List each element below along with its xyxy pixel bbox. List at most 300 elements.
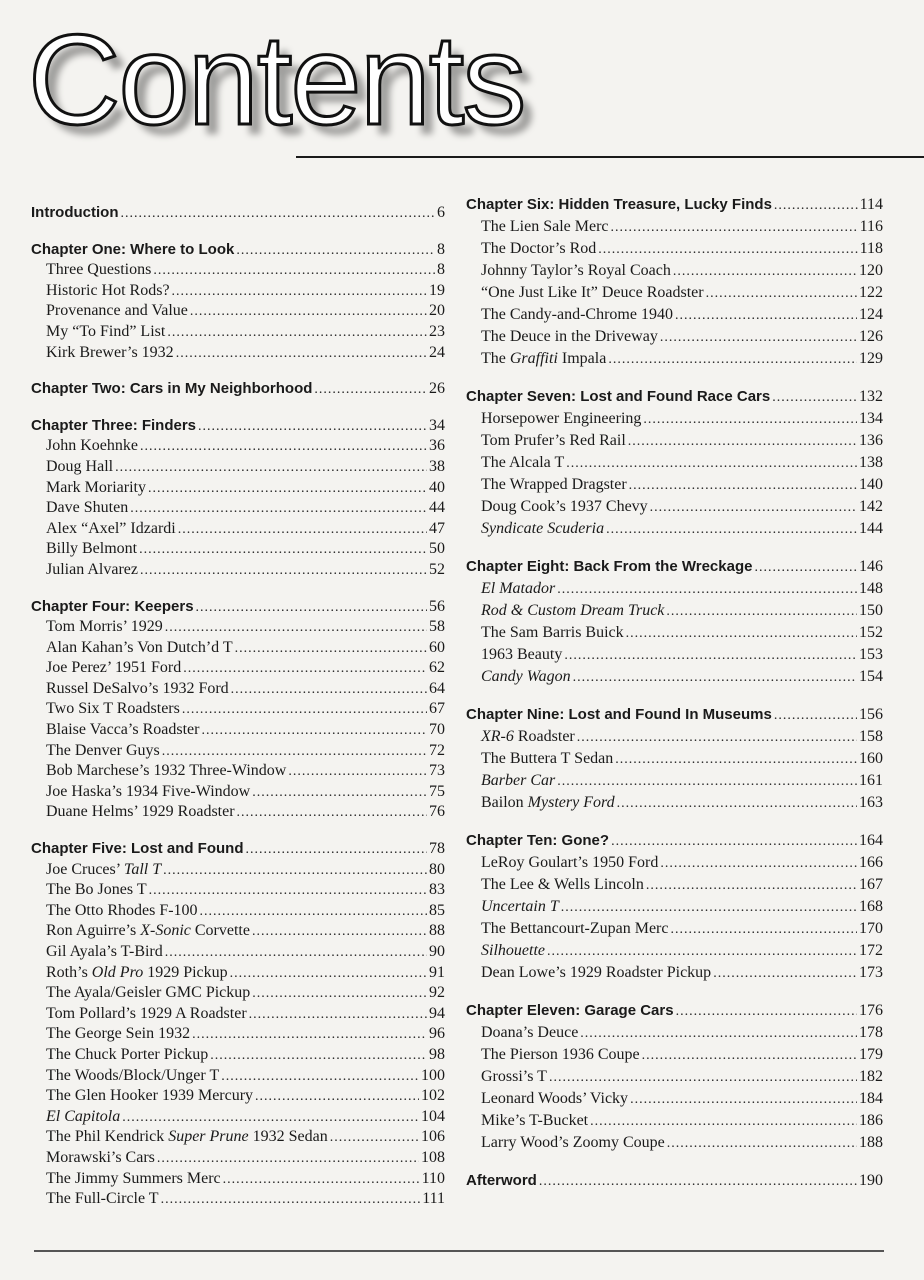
toc-entry: [31, 761, 445, 782]
toc-section-introduction: [31, 203, 445, 224]
dot-leader: [235, 639, 427, 660]
toc-entry: [31, 343, 445, 364]
dot-leader: [201, 721, 427, 742]
dot-leader: [249, 1005, 427, 1026]
chapter-title: Introduction: [31, 204, 119, 221]
entry-title: [481, 770, 555, 792]
toc-entry: [466, 1066, 883, 1088]
title-rule: [296, 156, 924, 158]
entry-title-suffix: 1929 Pickup: [143, 963, 228, 981]
dot-leader: [172, 282, 427, 303]
entry-title: [46, 638, 233, 659]
entry-title: [481, 304, 673, 326]
dot-leader: [561, 897, 857, 919]
page-number: 144: [859, 520, 883, 537]
toc-section-chapter-ten-gone: [466, 830, 883, 984]
toc-entry: [31, 1024, 445, 1045]
dot-leader: [230, 964, 427, 985]
dot-leader: [183, 659, 427, 680]
entry-title: [46, 322, 165, 343]
entry-title-text: Dave Shuten: [46, 499, 129, 517]
page-number: 163: [859, 794, 883, 811]
entry-title: [46, 658, 181, 679]
entry-title-text: Leonard Woods’ Vicky: [481, 1090, 629, 1107]
entry-title-text: The Sam Barris Buick: [481, 624, 624, 641]
page-number: 124: [859, 306, 883, 323]
toc-chapter-heading: [466, 194, 883, 216]
toc-entry: [466, 852, 883, 874]
toc-entry: [466, 874, 883, 896]
toc-entry: [31, 880, 445, 901]
entry-title: [481, 1044, 640, 1066]
toc-entry: [31, 782, 445, 803]
entry-title: [46, 1189, 159, 1210]
toc-section-afterword: [466, 1170, 883, 1192]
toc-entry: [466, 578, 883, 600]
dot-leader: [246, 840, 428, 861]
entry-title-text: Alex “Axel” Idzardi: [46, 519, 176, 537]
page-number: 150: [859, 602, 883, 619]
entry-title-text: Tom Prufer’s Red Rail: [481, 432, 626, 449]
entry-title-text: The Denver Guys: [46, 741, 160, 759]
toc-chapter-heading: [466, 386, 883, 408]
toc-entry: [466, 304, 883, 326]
dot-leader: [178, 520, 427, 541]
page-number: 62: [429, 659, 445, 677]
entry-title-text: The Glen Hooker 1939 Mercury: [46, 1087, 254, 1105]
chapter-title: Chapter Five: Lost and Found: [31, 840, 244, 858]
dot-leader: [706, 283, 857, 305]
entry-title-text: Tom Morris’ 1929: [46, 618, 163, 636]
page-number: 108: [421, 1148, 445, 1166]
toc-entry: [31, 1169, 445, 1190]
dot-leader: [539, 1171, 857, 1193]
dot-leader: [163, 861, 427, 882]
entry-title-text: The Deuce in the Driveway: [481, 328, 658, 345]
entry-title: [481, 726, 575, 748]
page-number: 138: [859, 454, 883, 471]
toc-entry: [31, 802, 445, 823]
entry-title-text: Mike’s T-Bucket: [481, 1112, 589, 1129]
chapter-title: Chapter One: Where to Look: [31, 240, 235, 258]
chapter-title: Chapter Nine: Lost and Found In Museums: [466, 706, 772, 723]
entry-title: [46, 860, 161, 881]
entry-title-italic: Tall T: [123, 860, 162, 878]
page-number: 158: [859, 728, 883, 745]
dot-leader: [774, 195, 858, 217]
entry-title: [481, 666, 571, 688]
entry-title-italic: Old Pro: [91, 963, 144, 981]
entry-title: [481, 622, 624, 644]
dot-leader: [161, 1190, 421, 1211]
page-number: 20: [429, 302, 445, 320]
chapter-title: Afterword: [466, 1172, 537, 1189]
page-number: 72: [429, 741, 445, 759]
entry-title: [46, 1107, 120, 1128]
page-number: 36: [429, 437, 445, 455]
page-number: 161: [859, 772, 883, 789]
toc-chapter-heading: [31, 416, 445, 437]
page-number: 100: [421, 1066, 445, 1084]
page-number: 111: [422, 1190, 445, 1208]
page-number: 136: [859, 432, 883, 449]
entry-title-italic: Syndicate Scuderia: [481, 520, 605, 537]
page-number: 160: [859, 750, 883, 767]
toc-entry: [31, 281, 445, 302]
dot-leader: [754, 557, 857, 579]
dot-leader: [221, 1067, 419, 1088]
toc-chapter-heading: [31, 240, 445, 261]
entry-title-text: Gil Ayala’s T-Bird: [46, 943, 163, 960]
page-number: 122: [859, 284, 883, 301]
toc-section-chapter-eight-back-from-the-wreckage: [466, 556, 883, 688]
page-number: 8: [437, 240, 445, 258]
toc-entry: [31, 679, 445, 700]
toc-entry: [466, 348, 883, 370]
toc-chapter-heading: [31, 379, 445, 400]
page-number: 75: [429, 782, 445, 800]
page-number: 34: [429, 416, 445, 434]
entry-title-text: The Jimmy Summers Merc: [46, 1169, 221, 1187]
page-number: 67: [429, 700, 445, 718]
entry-title: [46, 1004, 247, 1025]
toc-right-column: [466, 194, 883, 1208]
dot-leader: [223, 1170, 420, 1191]
entry-title: [481, 518, 604, 540]
dot-leader: [608, 349, 857, 371]
entry-title: [481, 792, 615, 814]
entry-title: [46, 983, 250, 1004]
toc-chapter-heading: [466, 1000, 883, 1022]
dot-leader: [573, 667, 857, 689]
entry-title-suffix: Roadster: [513, 728, 575, 745]
toc-entry: [31, 1107, 445, 1128]
entry-title: [46, 963, 228, 984]
page-number: 167: [859, 876, 883, 893]
dot-leader: [642, 1045, 857, 1067]
toc-section-chapter-two-cars-in-my-neighborhood: [31, 379, 445, 400]
entry-title-text: Tom Pollard’s 1929 A Roadster: [46, 1004, 247, 1022]
toc-entry: [31, 942, 445, 963]
dot-leader: [153, 261, 435, 282]
toc-entry: [466, 792, 883, 814]
entry-title-text: Two Six T Roadsters: [46, 700, 180, 718]
entry-title-text: The Phil Kendrick: [46, 1128, 169, 1146]
page-number: 120: [859, 262, 883, 279]
toc-entry: [466, 748, 883, 770]
page-number: 19: [429, 281, 445, 299]
entry-title: [481, 216, 609, 238]
toc-entry: [466, 644, 883, 666]
entry-title: [46, 921, 250, 942]
entry-title: [46, 617, 163, 638]
entry-title: [46, 519, 176, 540]
dot-leader: [629, 475, 857, 497]
page-number: 170: [859, 920, 883, 937]
dot-leader: [676, 1001, 857, 1023]
dot-leader: [611, 217, 858, 239]
entry-title-text: The Wrapped Dragster: [481, 476, 627, 493]
page-number: 140: [859, 476, 883, 493]
dot-leader: [314, 380, 427, 401]
dot-leader: [666, 601, 857, 623]
entry-title: [481, 1088, 628, 1110]
toc-chapter-heading: [466, 1170, 883, 1192]
entry-title: [46, 942, 163, 963]
chapter-title: Chapter Eight: Back From the Wreckage: [466, 558, 753, 575]
page-number: 44: [429, 499, 445, 517]
entry-title-text: Bob Marchese’s 1932 Three-Window: [46, 762, 287, 780]
entry-title-text: The Bettancourt-Zupan Merc: [481, 920, 669, 937]
toc-entry: [31, 638, 445, 659]
entry-title: [46, 260, 151, 281]
page-number: 96: [429, 1025, 445, 1043]
dot-leader: [236, 241, 435, 262]
entry-title: [46, 560, 138, 581]
entry-title-text: The Otto Rhodes F-100: [46, 901, 198, 919]
entry-title-text: Historic Hot Rods?: [46, 281, 170, 299]
entry-title-italic: El Matador: [481, 580, 556, 597]
page-number: 179: [859, 1046, 883, 1063]
entry-title: [481, 644, 562, 666]
toc-entry: [466, 518, 883, 540]
page-number: 182: [859, 1068, 883, 1085]
page-number: 188: [859, 1134, 883, 1151]
entry-title: [481, 1022, 578, 1044]
entry-title: [481, 474, 627, 496]
page-number: 102: [421, 1087, 445, 1105]
page-number: 118: [859, 240, 883, 257]
dot-leader: [130, 499, 427, 520]
dot-leader: [200, 902, 427, 923]
entry-title-text: Joe Haska’s 1934 Five-Window: [46, 782, 251, 800]
dot-leader: [626, 623, 857, 645]
dot-leader: [628, 431, 857, 453]
toc-section-chapter-eleven-garage-cars: [466, 1000, 883, 1154]
entry-title: [46, 741, 160, 762]
dot-leader: [157, 1149, 419, 1170]
dot-leader: [557, 579, 857, 601]
entry-title-italic: Graffiti: [509, 350, 558, 367]
page-number: 186: [859, 1112, 883, 1129]
entry-title-text: Russel DeSalvo’s 1932 Ford: [46, 679, 229, 697]
entry-title-italic: Candy Wagon: [481, 668, 571, 685]
toc-entry: [31, 1045, 445, 1066]
entry-title: [46, 1066, 219, 1087]
page-number: 190: [859, 1172, 883, 1189]
dot-leader: [643, 409, 857, 431]
page-number: 90: [429, 943, 445, 960]
dot-leader: [660, 327, 857, 349]
page-number: 58: [429, 618, 445, 636]
entry-title: [481, 430, 626, 452]
page-number: 129: [859, 350, 883, 367]
page-number: 24: [429, 343, 445, 361]
page-number: 76: [429, 803, 445, 821]
toc-entry: [31, 301, 445, 322]
toc-entry: [466, 1132, 883, 1154]
toc-section-chapter-five-lost-and-found: [31, 839, 445, 1210]
entry-title-text: The: [481, 350, 510, 367]
entry-title-text: Kirk Brewer’s 1932: [46, 343, 174, 361]
entry-title-text: “One Just Like It” Deuce Roadster: [481, 284, 704, 301]
entry-title-italic: X-Sonic: [140, 922, 191, 940]
entry-title: [46, 539, 137, 560]
dot-leader: [288, 762, 427, 783]
page-number: 173: [859, 964, 883, 981]
dot-leader: [580, 1023, 857, 1045]
page-number: 168: [859, 898, 883, 915]
entry-title: [46, 1024, 190, 1045]
entry-title-italic: Uncertain T: [481, 898, 559, 915]
entry-title: [481, 852, 658, 874]
toc-entry: [466, 430, 883, 452]
page-number: 164: [859, 832, 883, 849]
entry-title-text: The Ayala/Geisler GMC Pickup: [46, 984, 251, 1002]
dot-leader: [231, 680, 427, 701]
toc-entry: [31, 921, 445, 942]
chapter-title: Chapter Four: Keepers: [31, 597, 194, 615]
toc-entry: [31, 658, 445, 679]
page-number: 8: [437, 261, 445, 279]
page-number: 142: [859, 498, 883, 515]
page-number: 156: [859, 706, 883, 723]
page-number: 134: [859, 410, 883, 427]
entry-title: [481, 238, 596, 260]
entry-title: [46, 761, 286, 782]
dot-leader: [252, 783, 427, 804]
toc-entry: [466, 216, 883, 238]
entry-title: [46, 498, 128, 519]
entry-title: [46, 1045, 208, 1066]
dot-leader: [590, 1111, 857, 1133]
entry-title: [481, 452, 564, 474]
page-number: 114: [859, 196, 883, 213]
page-number: 83: [429, 881, 445, 899]
entry-title: [46, 1148, 155, 1169]
entry-title: [46, 679, 229, 700]
entry-title: [481, 1110, 588, 1132]
dot-leader: [252, 984, 427, 1005]
toc-entry: [466, 326, 883, 348]
toc-entry: [466, 918, 883, 940]
dot-leader: [772, 387, 857, 409]
chapter-title: Chapter Two: Cars in My Neighborhood: [31, 380, 313, 398]
toc-entry: [31, 436, 445, 457]
toc-entry: [466, 962, 883, 984]
dot-leader: [557, 771, 857, 793]
toc-entry: [31, 963, 445, 984]
toc-chapter-heading: [466, 830, 883, 852]
toc-chapter-heading: [31, 203, 445, 224]
entry-title-text: The Candy-and-Chrome 1940: [481, 306, 673, 323]
dot-leader: [650, 497, 857, 519]
toc-entry: [466, 238, 883, 260]
dot-leader: [210, 1046, 427, 1067]
dot-leader: [566, 453, 857, 475]
entry-title-text: Bailon: [481, 794, 528, 811]
entry-title-text: Doug Hall: [46, 457, 114, 475]
entry-title-text: Joe Perez’ 1951 Ford: [46, 659, 182, 677]
page-number: 116: [859, 218, 883, 235]
toc-entry: [31, 519, 445, 540]
toc-entry: [31, 720, 445, 741]
dot-leader: [196, 598, 427, 619]
toc-section-chapter-three-finders: [31, 416, 445, 581]
toc-entry: [31, 560, 445, 581]
entry-title-text: My “To Find” List: [46, 322, 166, 340]
dot-leader: [140, 437, 427, 458]
page-number: 176: [859, 1002, 883, 1019]
toc-section-chapter-four-keepers: [31, 597, 445, 824]
toc-section-chapter-seven-lost-and-found-race-cars: [466, 386, 883, 540]
entry-title: [481, 962, 711, 984]
page-number: 64: [429, 679, 445, 697]
page-number: 126: [859, 328, 883, 345]
entry-title-italic: Mystery Ford: [527, 794, 615, 811]
dot-leader: [162, 742, 427, 763]
entry-title: [46, 802, 235, 823]
toc-entry: [466, 260, 883, 282]
page-number: 94: [429, 1004, 445, 1022]
toc-entry: [31, 901, 445, 922]
entry-title-text: Duane Helms’ 1929 Roadster: [46, 803, 235, 821]
entry-title-text: Larry Wood’s Zoomy Coupe: [481, 1134, 665, 1151]
chapter-title: Chapter Three: Finders: [31, 416, 197, 434]
entry-title-text: The Lien Sale Merc: [481, 218, 609, 235]
entry-title-text: Grossi’s T: [481, 1068, 547, 1085]
entry-title-text: Provenance and Value: [46, 302, 188, 320]
page-number: 154: [859, 668, 883, 685]
entry-title-text: LeRoy Goulart’s 1950 Ford: [481, 854, 659, 871]
dot-leader: [611, 831, 857, 853]
entry-title: [46, 1127, 328, 1148]
entry-title-italic: Silhouette: [481, 942, 545, 959]
page-number: 98: [429, 1045, 445, 1063]
toc-section-chapter-six-hidden-treasure-lucky-finds: [466, 194, 883, 370]
toc-section-chapter-one-where-to-look: [31, 240, 445, 364]
entry-title: [46, 343, 174, 364]
entry-title-italic: El Capitola: [46, 1107, 121, 1125]
page-number: 38: [429, 457, 445, 475]
toc-entry: [466, 452, 883, 474]
toc-entry: [466, 666, 883, 688]
dot-leader: [198, 417, 427, 438]
toc-entry: [31, 539, 445, 560]
dot-leader: [617, 793, 857, 815]
toc-entry: [466, 770, 883, 792]
toc-entry: [31, 1086, 445, 1107]
page-number: 110: [421, 1169, 445, 1187]
toc-entry: [31, 860, 445, 881]
dot-leader: [660, 853, 857, 875]
entry-title-text: The Buttera T Sedan: [481, 750, 614, 767]
dot-leader: [192, 1025, 427, 1046]
toc-entry: [466, 408, 883, 430]
page-number: 47: [429, 519, 445, 537]
entry-title: [46, 1086, 253, 1107]
entry-title-text: Horsepower Engineering: [481, 410, 642, 427]
entry-title-text: Mark Moriarity: [46, 478, 146, 496]
dot-leader: [140, 561, 427, 582]
entry-title: [481, 348, 606, 370]
toc-entry: [31, 260, 445, 281]
page-number: 153: [859, 646, 883, 663]
entry-title: [481, 282, 704, 304]
page-number: 132: [859, 388, 883, 405]
entry-title: [46, 281, 170, 302]
chapter-title: Chapter Ten: Gone?: [466, 832, 610, 849]
